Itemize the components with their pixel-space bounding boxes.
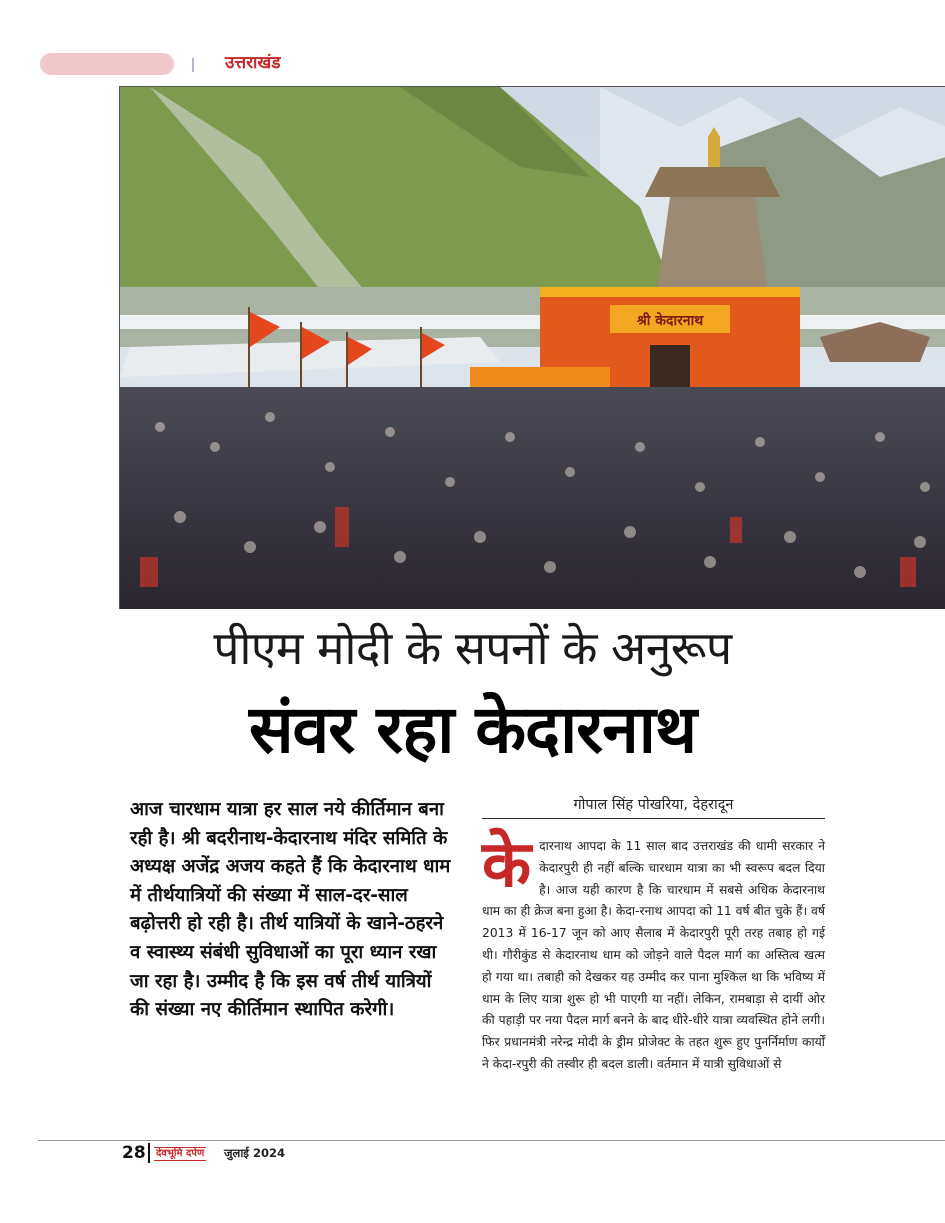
drop-cap: के <box>482 828 532 902</box>
section-pill <box>40 53 174 75</box>
article-kicker: पीएम मोदी के सपनों के अनुरूप <box>213 621 732 675</box>
footer-divider <box>148 1143 150 1163</box>
footer-rule <box>38 1140 945 1141</box>
pilgrim-crowd <box>120 387 945 609</box>
kedarnath-temple-photo <box>119 86 945 609</box>
temple-sign-text: श्री केदारनाथ <box>636 313 704 329</box>
section-divider <box>192 58 194 72</box>
article-headline: संवर रहा केदारनाथ <box>248 691 697 768</box>
byline: गोपाल सिंह पोखरिया, देहरादून <box>482 794 825 819</box>
tents-row <box>120 315 945 329</box>
article-body <box>482 828 825 1076</box>
article-lead: आज चारधाम यात्रा हर साल नये कीर्तिमान बना रही है। श्री बदरीनाथ-केदारनाथ मंदिर समिति के अध्यक्ष अजेंद्र अजय कहते हैं कि केदारनाथ धाम में तीर्थयात्रियों की संख्या में साल-दर-साल बढ़ोत्तरी हो रही है। तीर्थ यात्रियों के खाने-ठहरने व स्वास्थ्य संबंधी सुविधाओं का पूरा ध्यान रखा जा रहा है। उम्मीद है कि इस वर्ष तीर्थ यात्रियों की संख्या नए कीर्तिमान स्थापित करेगी। <box>130 799 451 1021</box>
section-title: उत्तराखंड <box>225 53 281 73</box>
page-number: 28 <box>122 1143 146 1163</box>
photo-illustration <box>120 87 945 609</box>
magazine-logo: देवभूमि दर्पण <box>156 1148 205 1159</box>
marigold-garland <box>540 287 800 297</box>
temple-roof <box>645 167 780 197</box>
issue-date: जुलाई 2024 <box>224 1146 285 1160</box>
article-body-text: दारनाथ आपदा के 11 साल बाद उत्तराखंड की धामी सरकार ने केदारपुरी ही नहीं बल्कि चारधाम यात्रा का भी स्वरूप बदल दिया है। आज यही कारण है कि चारधाम में सबसे अधिक केदारनाथ धाम का ही क्रेज बना हुआ है। केदा-रनाथ आपदा को 11 वर्ष बीत चुके हैं। वर्ष 2013 में 16-17 जून को आए सैलाब में केदारपुरी पूरी तरह तबाह हो गई थी। गौरीकुंड से केदारनाथ धाम को जोड़ने वाले पैदल मार्ग का अस्तित्व खत्म हो गया था। तबाही को देखकर यह उम्मीद कर पाना मुश्किल था कि भविष्य में धाम के लिए यात्रा शुरू हो भी पाएगी या नहीं। लेकिन, रामबाड़ा से दायीं ओर की पहाड़ी पर नया पैदल मार्ग बनने के बाद धीरे-धीरे यात्रा व्यवस्थित होने लगी। फिर प्रधानमंत्री नरेन्द्र मोदी के ड्रीम प्रोजेक्ट के तहत शुरू हुए पुनर्निर्माण कार्यों ने केदा-रपुरी की तस्वीर ही बदल डाली। वर्तमान में यात्री सुविधाओं से <box>482 839 825 1071</box>
